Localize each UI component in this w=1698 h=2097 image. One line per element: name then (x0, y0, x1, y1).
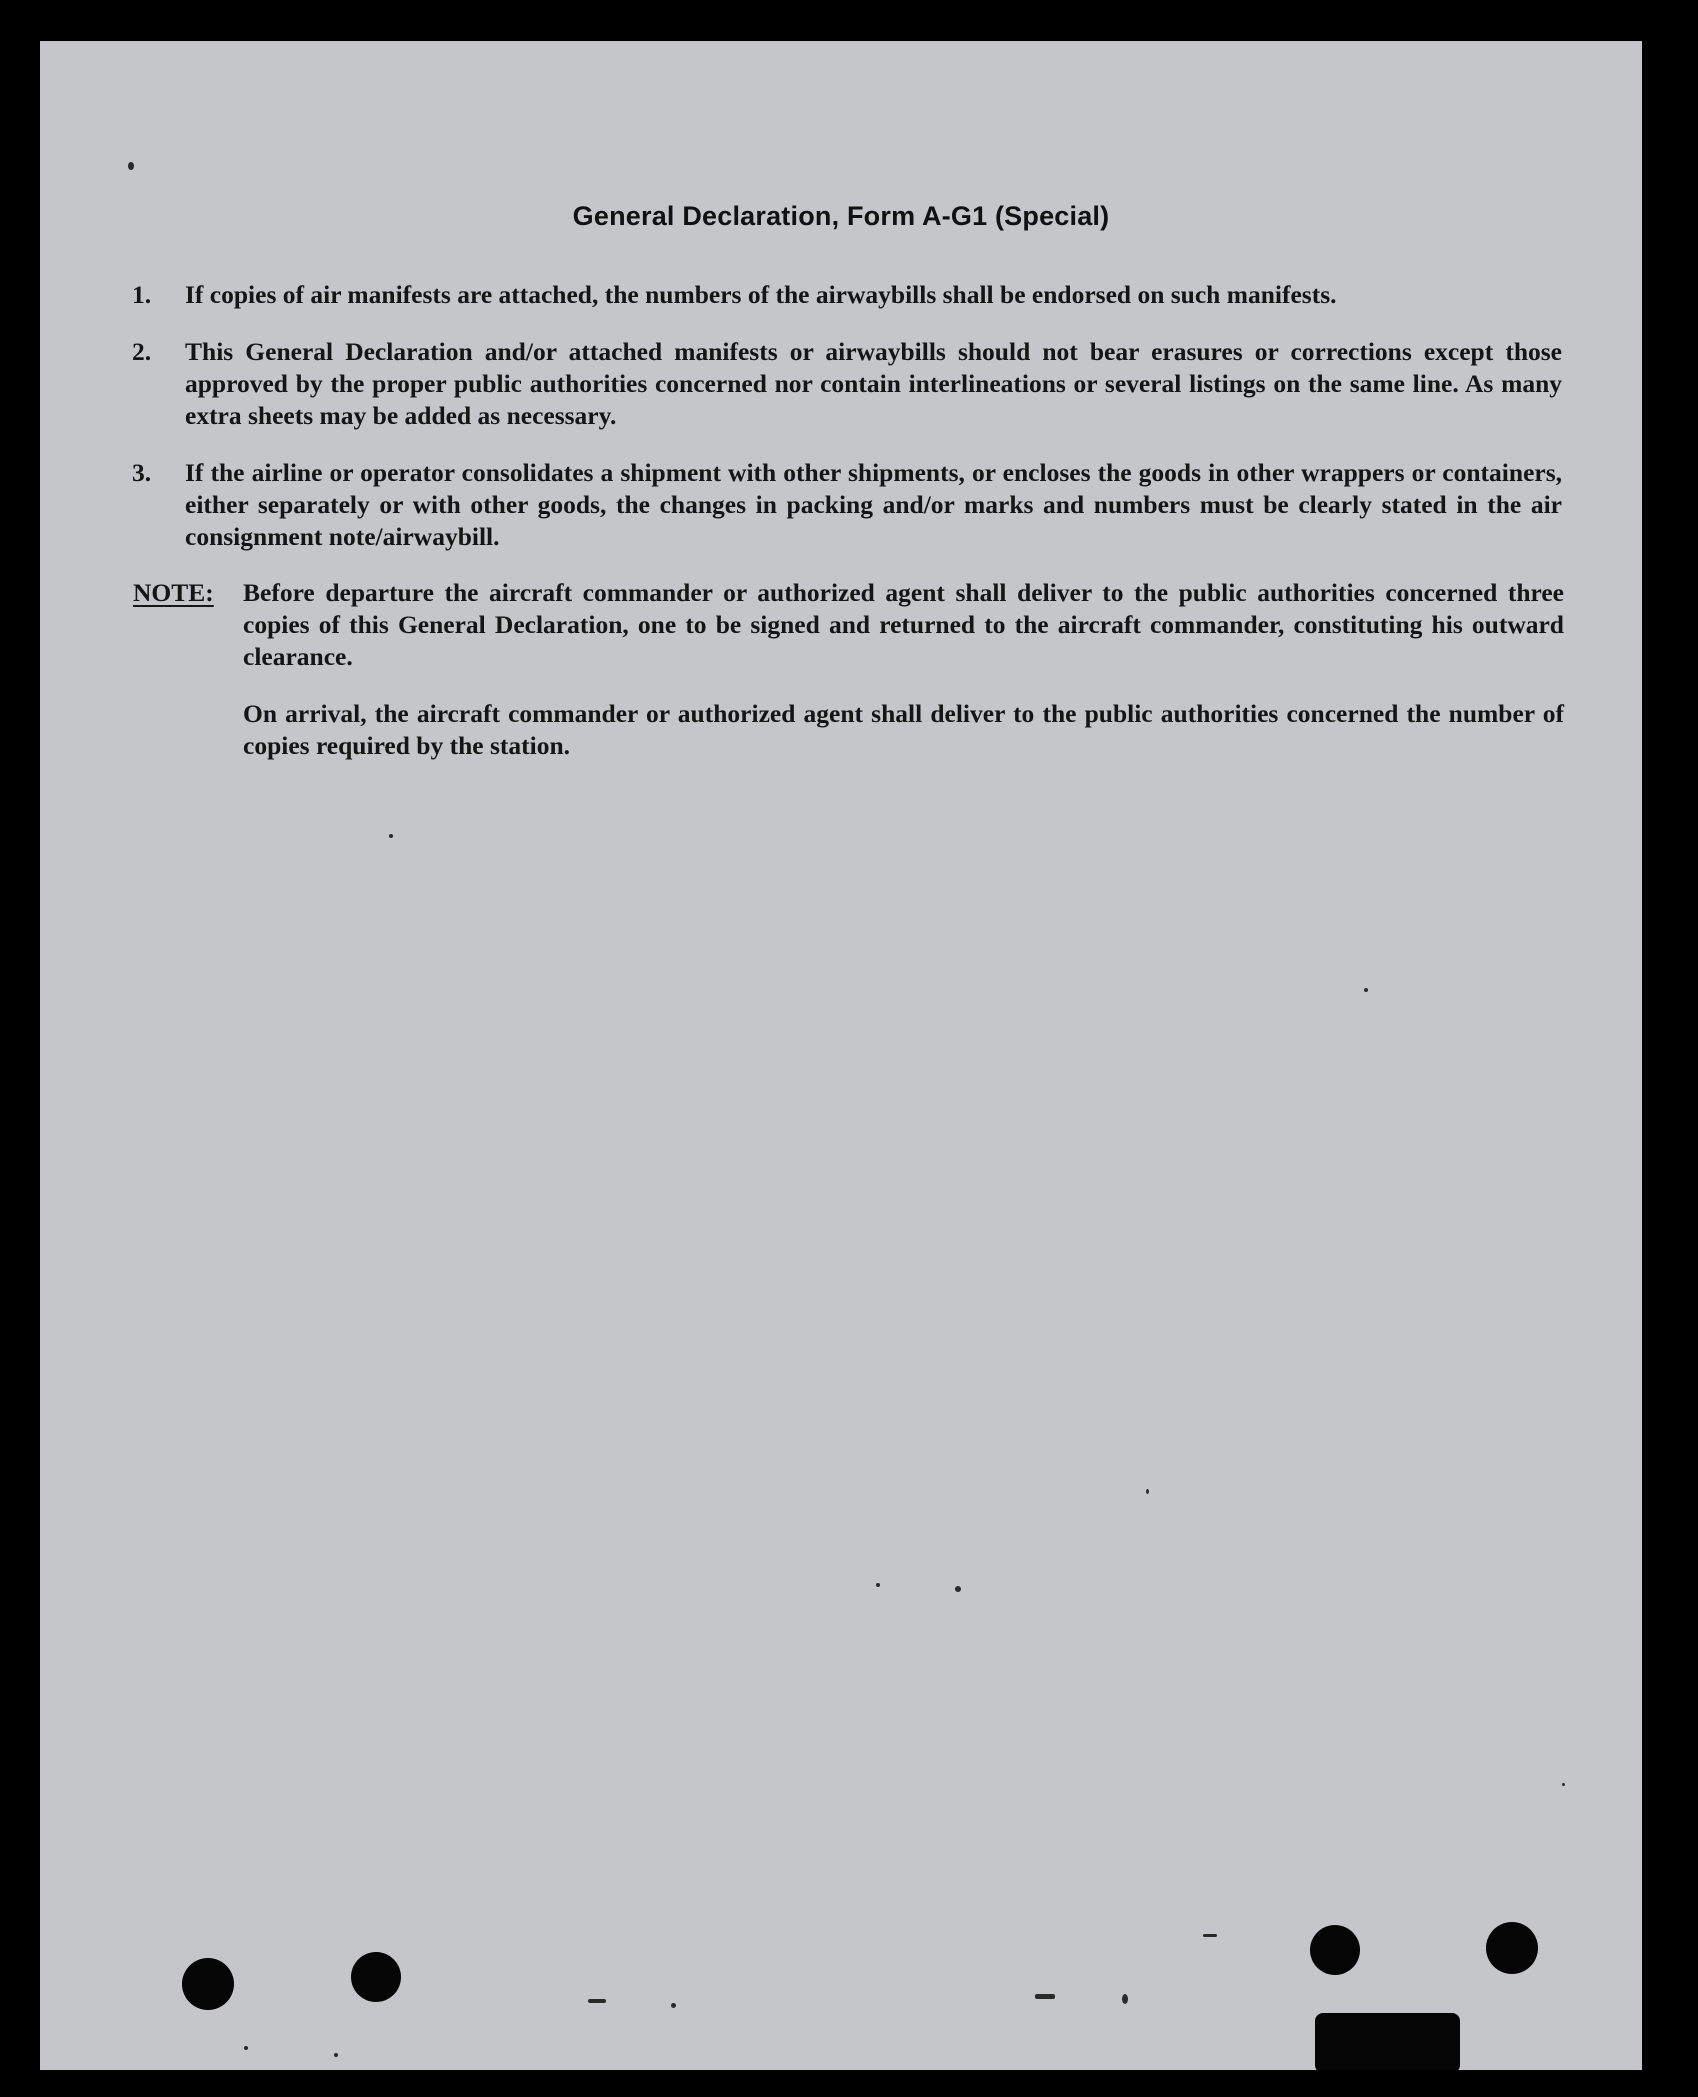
speck (671, 2003, 676, 2008)
document-title: General Declaration, Form A-G1 (Special) (572, 201, 1110, 231)
speck (588, 1999, 606, 2003)
note-paragraph: On arrival, the aircraft commander or authorized agent shall deliver to the public authorities concerned the number of copies required by the station. (243, 699, 1564, 760)
note-paragraph: Before departure the aircraft commander or authorized agent shall deliver to the public authorities concerned three copies of this General Declaration, one to be signed and returned to the aircraft commander, constituting his outward clearance. (243, 578, 1564, 671)
speck (1203, 1934, 1217, 1937)
speck (1562, 1783, 1565, 1786)
list-item (132, 336, 1562, 432)
speck (1122, 1994, 1128, 2004)
paper-sheet (40, 41, 1642, 2070)
item-number: 1. (132, 280, 152, 309)
speck (1146, 1489, 1149, 1494)
punch-hole (351, 1952, 401, 2002)
speck (244, 2046, 248, 2050)
ink-blot (1315, 2013, 1460, 2070)
list-item (132, 279, 1562, 311)
speck (1035, 1994, 1055, 1999)
speck (334, 2053, 338, 2057)
list-item (132, 457, 1562, 553)
punch-hole (182, 1958, 234, 2010)
item-number: 3. (132, 458, 152, 487)
speck (1364, 988, 1368, 992)
speck (955, 1586, 961, 1592)
item-text: If copies of air manifests are attached, the numbers of the airwaybills shall be endorsed on such manifests. (185, 280, 1337, 309)
speck (128, 162, 134, 170)
item-number: 2. (132, 337, 152, 366)
note-section (133, 577, 1564, 762)
item-text: This General Declaration and/or attached manifests or airwaybills should not bear erasures or corrections except those approved by the proper public authorities concerned nor contain interlineations or several listings on the same line. As many extra sheets may be added as necessary. (185, 337, 1562, 430)
punch-hole (1310, 1925, 1360, 1975)
speck (876, 1583, 880, 1587)
note-label: NOTE: (133, 578, 214, 607)
item-text: If the airline or operator consolidates a shipment with other shipments, or encloses the goods in other wrappers or containers, either separately or with other goods, the changes in packing and/or marks and numbers must be clearly stated in the air consignment note/airwaybill. (185, 458, 1562, 551)
speck (389, 834, 393, 838)
punch-hole (1486, 1922, 1538, 1974)
